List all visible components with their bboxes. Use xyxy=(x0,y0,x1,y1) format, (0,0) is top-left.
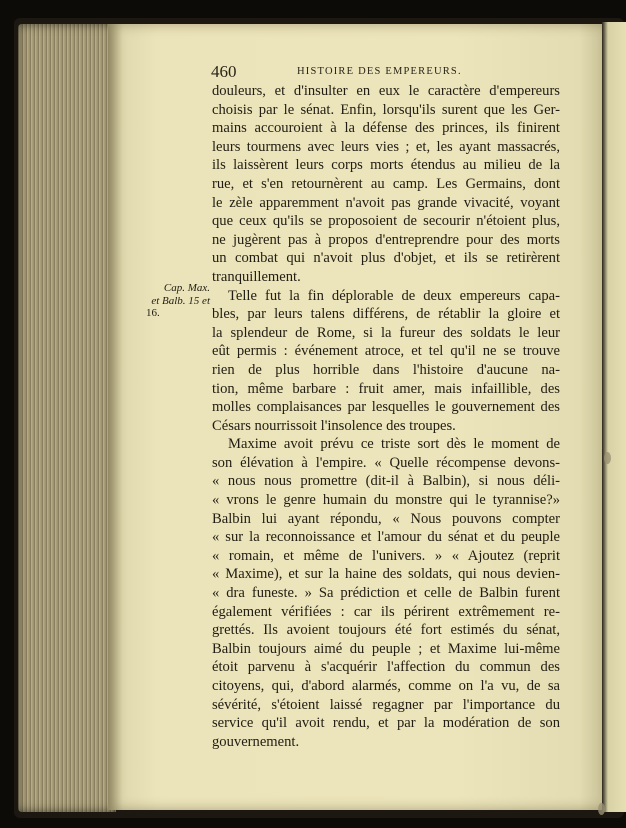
text-line: Balbin lui ayant répondu, « Nous pouvons compter xyxy=(212,510,560,527)
text-line: tion, même barbare : fruit amer, mais infaillible, des xyxy=(212,380,560,397)
text-line: sévérité, s'étoient laissé regagner par l'importance du xyxy=(212,696,560,713)
page-hole xyxy=(598,803,605,815)
text-line: gouvernement. xyxy=(212,733,300,750)
text-line: « nous nous promettre (dit-il à Balbin), si nous déli- xyxy=(212,473,560,490)
text-line: étoit parvenu à s'acquérir l'affection du commun des xyxy=(212,659,560,676)
text-line: Maxime avoit prévu ce triste sort dès le moment de xyxy=(228,436,560,453)
page-hole xyxy=(604,452,611,464)
text-line: choisis par le sénat. Enfin, lorsqu'ils surent que les Ger- xyxy=(212,101,560,118)
text-line: Balbin toujours aimé du peuple ; et Maxime lui-même xyxy=(212,640,560,657)
text-line: leurs tourmens avec leurs vies ; et, les ayant massacrés, xyxy=(212,138,560,155)
text-line: grettés. Ils avoient toujours été fort estimés du sénat, xyxy=(212,622,560,639)
text-line: molles complaisances par lesquelles le gouvernement des xyxy=(212,399,560,416)
running-title: HISTOIRE DES EMPEREURS. xyxy=(297,66,462,77)
text-line: tranquillement. xyxy=(212,268,301,285)
text-line: ils laissèrent leurs corps morts étendus au milieu de la xyxy=(212,157,560,174)
text-line: « sur la reconnoissance et l'amour du sénat et du peuple xyxy=(212,529,560,546)
text-line: « Maxime), et sur la haine des soldats, qui nous devien- xyxy=(212,566,560,583)
text-line: rue, et s'en retournèrent au camp. Les Germains, dont xyxy=(212,175,560,192)
text-line: « dra funeste. » Sa prédiction et celle de Balbin furent xyxy=(212,585,560,602)
text-line: bles, par leurs talens différens, de rétablir la gloire et xyxy=(212,306,560,323)
body-text xyxy=(212,82,560,751)
text-line: un combat qui n'avoit plus d'objet, et ils se retirèrent xyxy=(212,250,560,267)
text-line: « romain, et même de l'univers. » « Ajoutez (reprit xyxy=(212,547,560,564)
text-line: ne jugèrent pas à propos d'entreprendre pour des morts xyxy=(212,231,560,248)
text-line: douleurs, et d'insulter en eux le caractère d'empereurs xyxy=(212,83,560,99)
margin-note-line: 16. xyxy=(146,307,160,319)
text-line: la splendeur de Rome, si la fureur des soldats le leur xyxy=(212,324,560,341)
margin-note xyxy=(146,282,210,320)
text-line: mains accouroient à la défense des princes, ils finirent xyxy=(212,120,560,137)
margin-note-line: et Balb. 15 et xyxy=(151,294,210,307)
text-line: eût permis : événement atroce, et tel qu'il ne se trouve xyxy=(212,343,560,360)
page-header xyxy=(211,62,561,82)
text-line: citoyens, qui, d'abord alarmés, comme on l'a vu, de sa xyxy=(212,678,560,694)
text-line: service qu'il avoit rendu, et par la modération de son xyxy=(212,715,560,732)
text-line: que ceux qu'ils se proposoient de secourir n'étoient plus, xyxy=(212,213,560,230)
text-line: le zèle apparemment n'avoit pas grande vivacité, voyant xyxy=(212,194,560,211)
text-line: Telle fut la fin déplorable de deux empereurs capa- xyxy=(228,287,560,304)
text-line: Césars nourrissoit l'insolence des troupes. xyxy=(212,417,456,434)
page-number: 460 xyxy=(211,62,237,81)
text-line: également vérifiées : car ils périrent extrêmement re- xyxy=(212,603,560,620)
text-line: rien de plus horrible dans l'histoire d'aucune na- xyxy=(212,361,560,378)
text-line: son élévation à l'empire. « Quelle récompense devons- xyxy=(212,454,560,471)
text-line: « vrons le genre humain du monstre qui le tyrannise?» xyxy=(212,492,560,509)
margin-note-line: Cap. Max. xyxy=(163,282,210,294)
facing-page-edge xyxy=(602,22,626,812)
page-edges xyxy=(18,24,116,812)
